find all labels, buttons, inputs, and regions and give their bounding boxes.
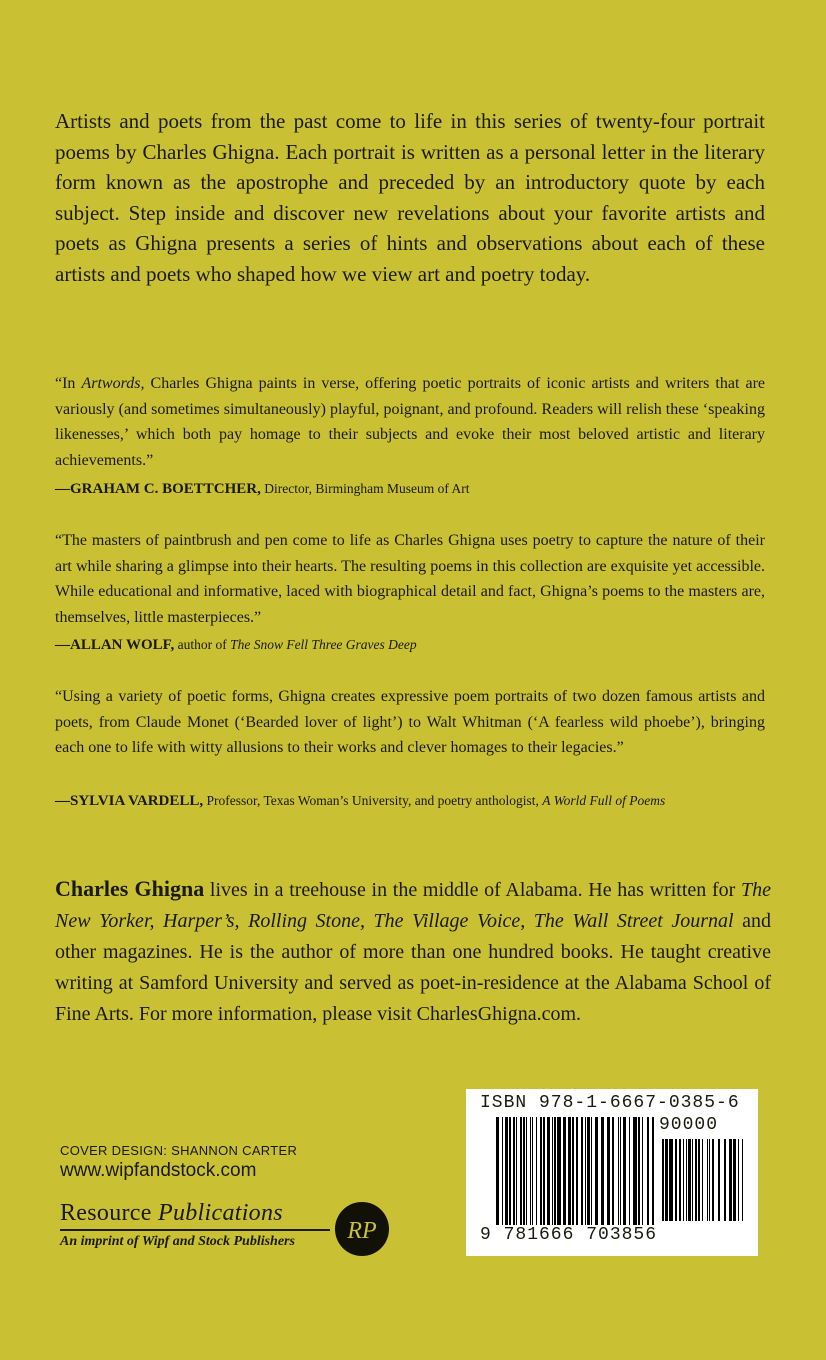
- barcode-bar: [554, 1117, 556, 1235]
- barcode-bar: [516, 1117, 517, 1235]
- barcode-bar: [702, 1139, 703, 1221]
- barcode-bar: [692, 1139, 693, 1221]
- barcode-bar: [733, 1139, 736, 1221]
- barcode-bar: [738, 1139, 739, 1221]
- barcode-digits: 9 781666 703856: [480, 1225, 658, 1245]
- barcode-bar: [642, 1117, 643, 1235]
- publisher-tagline: An imprint of Wipf and Stock Publishers: [60, 1234, 295, 1249]
- barcode-bar: [652, 1117, 654, 1235]
- cover-design-credit: COVER DESIGN: SHANNON CARTER: [60, 1143, 298, 1158]
- barcode-bar: [540, 1117, 542, 1235]
- barcode-bar: [563, 1117, 566, 1235]
- barcode-bar: [526, 1117, 527, 1235]
- barcode-bar: [572, 1117, 574, 1235]
- book-blurb: Artists and poets from the past come to life in this series of twenty-four portrait poems by Charles Ghigna. Each portrait is written as a personal letter in the literary form known as the apostrophe and preceded by an introductory quote by each subject. Step inside and discover new revelations about your favorite artists and poets as Ghigna presents a series of hints and observations about each of these artists and poets who shaped how we view art and poetry today.: [55, 109, 765, 286]
- author-bio: Charles Ghigna lives in a treehouse in the middle of Alabama. He has written for The New Yorker, Harper’s, Rolling Stone, The Village Voice, The Wall Street Journal and other magazines. He is the author of more than one hundred books. He taught creative writing at Samford University and served as poet-in-residence at the Alabama School of Fine Arts. For more information, please visit CharlesGhigna.com.: [55, 876, 771, 1025]
- barcode-bar: [675, 1139, 677, 1221]
- barcode-bar: [695, 1139, 697, 1221]
- barcode-bar: [620, 1117, 621, 1235]
- barcode-bar: [595, 1117, 598, 1235]
- barcode-bar: [742, 1139, 743, 1221]
- review-attribution-2: —ALLAN WOLF, author of The Snow Fell Three Graves Deep: [55, 637, 417, 653]
- isbn-number: ISBN 978-1-6667-0385-6: [480, 1093, 740, 1113]
- barcode-bar: [509, 1117, 511, 1235]
- barcode-bar: [718, 1139, 720, 1221]
- review-quote-2: “The masters of paintbrush and pen come to life as Charles Ghigna uses poetry to capture the nature of their art while sharing a glimpse into their hearts. The resulting poems in this collection are exquisite yet accessible. While educational and informative, laced with biographical detail and fact, Ghigna’s poems to the masters are, themselves, little masterpieces.”: [55, 532, 765, 626]
- barcode-bar: [502, 1117, 503, 1235]
- barcode-bar: [585, 1117, 586, 1235]
- barcode-bar: [552, 1117, 553, 1235]
- barcode-bar: [591, 1117, 592, 1235]
- barcode-bar: [686, 1139, 687, 1221]
- barcode-bar: [505, 1117, 508, 1235]
- barcode-bar: [679, 1139, 681, 1221]
- barcode-bar: [557, 1117, 561, 1235]
- barcode-bar: [724, 1139, 726, 1221]
- barcode-bar: [607, 1117, 610, 1235]
- publisher-name: Resource Publications: [60, 1200, 330, 1231]
- barcode-bar: [536, 1117, 537, 1235]
- barcode-bar: [662, 1139, 664, 1221]
- publisher-website[interactable]: www.wipfandstock.com: [60, 1160, 257, 1181]
- price-code: 90000: [659, 1115, 719, 1135]
- barcode-bar: [669, 1139, 673, 1221]
- rp-logo-icon: [334, 1201, 390, 1257]
- barcode-bar: [709, 1139, 710, 1221]
- barcode-bar: [581, 1117, 583, 1235]
- barcode-bar: [707, 1139, 708, 1221]
- barcode-bar: [523, 1117, 525, 1235]
- barcode-bar: [647, 1117, 649, 1235]
- barcode-bar: [532, 1117, 533, 1235]
- barcode-bar: [543, 1117, 545, 1235]
- barcode-bar: [712, 1139, 714, 1221]
- barcode-bar: [665, 1139, 668, 1221]
- barcode-bar: [612, 1117, 614, 1235]
- barcode-bar: [688, 1139, 691, 1221]
- barcode-bars-main: [496, 1117, 656, 1235]
- barcode-bar: [496, 1117, 499, 1235]
- barcode-bar: [576, 1117, 578, 1235]
- barcode-bar: [520, 1117, 522, 1235]
- barcode-bar: [633, 1117, 637, 1235]
- barcode-bar: [547, 1117, 550, 1235]
- review-quote-1: “In Artwords, Charles Ghigna paints in verse, offering poetic portraits of iconic artists and writers that are variously (and sometimes simultaneously) playful, poignant, and profound. Readers will relish these ‘speaking likenesses,’ which both pay homage to their subjects and evoke their most beloved artistic and literary achievements.”: [55, 375, 765, 469]
- review-quote-3: “Using a variety of poetic forms, Ghigna creates expressive poem portraits of two dozen famous artists and poets, from Claude Monet (‘Bearded lover of light’) to Walt Whitman (‘A fearless wild phoebe’), bringing each one to life with witty allusions to their works and clever homages to their legacies.”: [55, 688, 765, 756]
- barcode-bar: [629, 1117, 630, 1235]
- barcode-bar: [587, 1117, 590, 1235]
- review-attribution-1: —GRAHAM C. BOETTCHER, Director, Birmingham Museum of Art: [55, 481, 470, 497]
- svg-text:RP: RP: [347, 1218, 377, 1244]
- barcode-bar: [638, 1117, 640, 1235]
- barcode-bar: [623, 1117, 626, 1235]
- barcode-bar: [618, 1117, 619, 1235]
- barcode-bar: [601, 1117, 604, 1235]
- barcode-bar: [568, 1117, 571, 1235]
- barcode-bar: [513, 1117, 515, 1235]
- review-attribution-3: —SYLVIA VARDELL, Professor, Texas Woman’s University, and poetry anthologist, A World Full of Poems: [55, 793, 666, 809]
- barcode-bars-addon: [662, 1139, 744, 1221]
- barcode-bar: [683, 1139, 684, 1221]
- barcode-bar: [698, 1139, 700, 1221]
- barcode-bar: [530, 1117, 531, 1235]
- isbn-barcode: [466, 1089, 758, 1256]
- publisher-imprint: [60, 1200, 330, 1250]
- barcode-bar: [729, 1139, 732, 1221]
